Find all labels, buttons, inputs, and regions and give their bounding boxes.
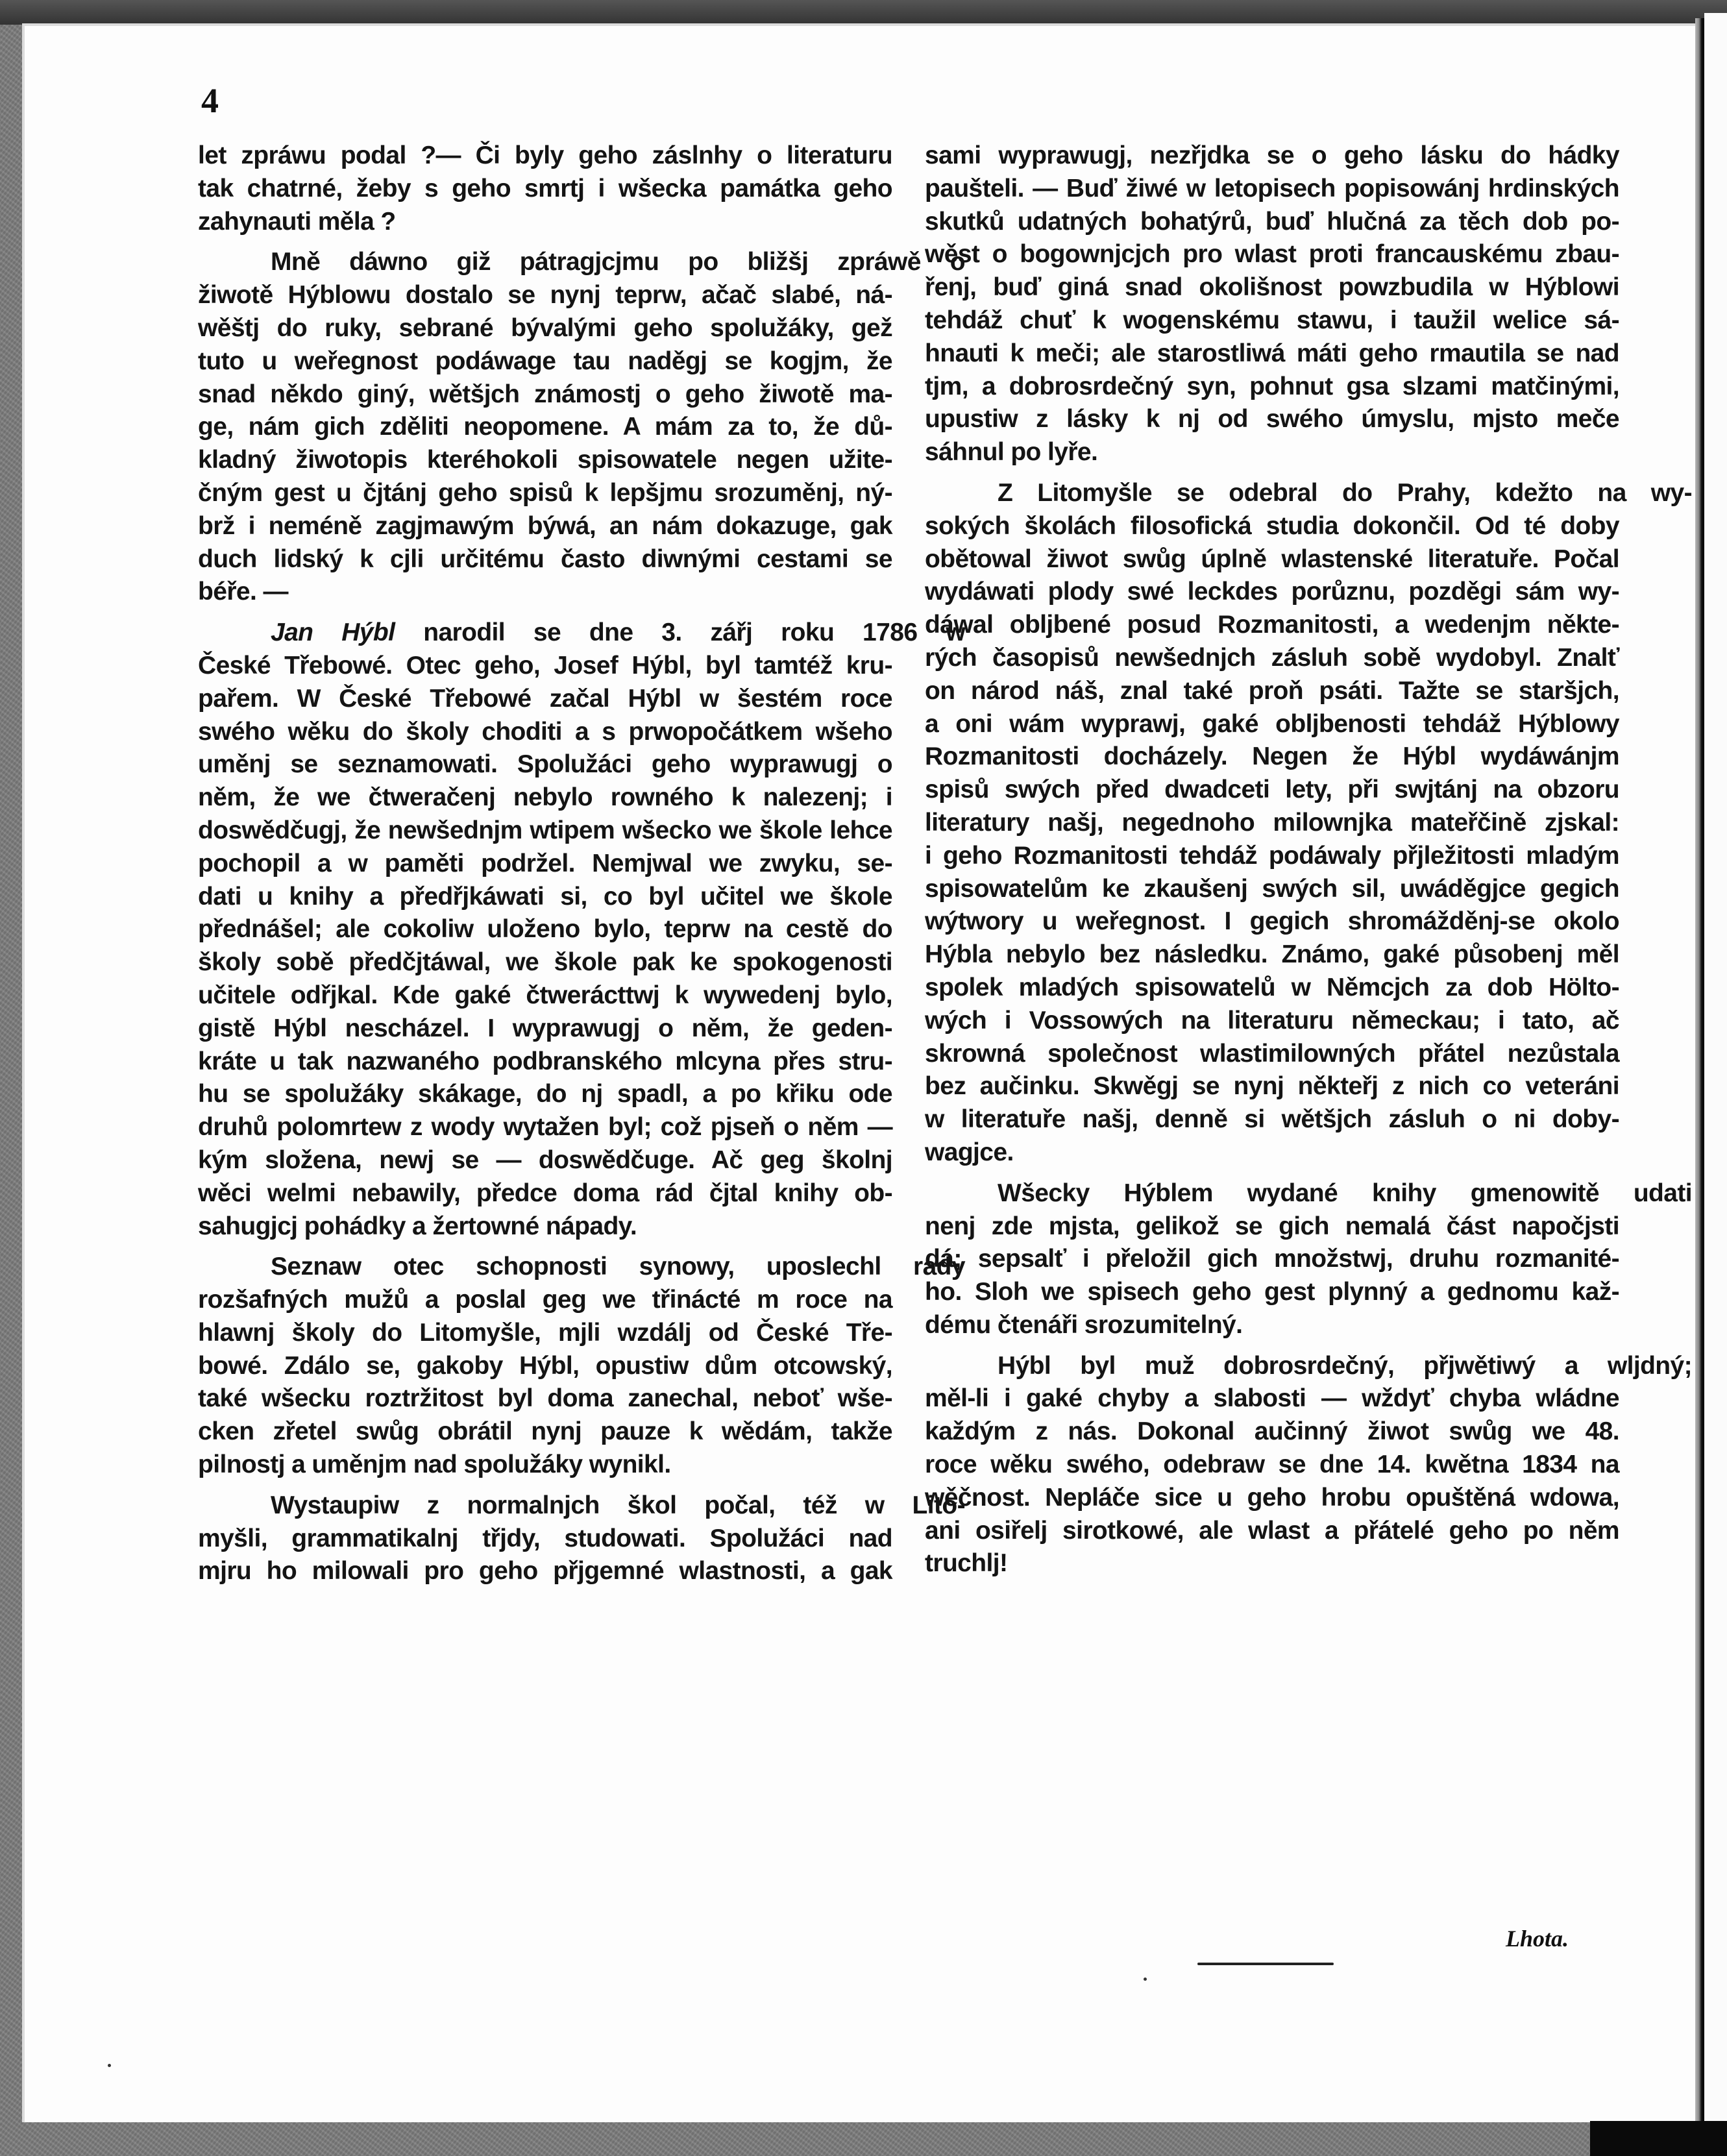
- text-line: dáwal obljbené posud Rozmanitosti, a wedenjm někte-: [925, 611, 1619, 639]
- text-line: duch lidský k cjli určitému často diwnými cestami se: [198, 545, 892, 573]
- text-line: ge, nám gich zděliti neopomene. A mám za to, že dů-: [198, 413, 892, 441]
- print-speck: [1144, 1978, 1147, 1981]
- text-line: ho. Sloh we spisech geho gest plynný a gednomu kaž-: [925, 1278, 1619, 1306]
- text-line: myšli, grammatikalnj třjdy, studowati. Spolužáci nad: [198, 1524, 892, 1552]
- text-line: kráte u tak nazwaného podbranského mlcyna přes stru-: [198, 1047, 892, 1075]
- text-line: swého wěku do školy choditi a s prwopočátkem wšeho: [198, 717, 892, 746]
- text-line: snad někdo giný, wětšjch známostj o geho žiwotě ma-: [198, 380, 892, 408]
- text-line: také wšecku roztržitost byl doma zanechal, neboť wše-: [198, 1384, 892, 1413]
- text-line: čným gest u čjtánj geho spisů k lepšjmu srozuměnj, ný-: [198, 478, 892, 507]
- text-line: wýtwory u weřegnost. I gegich shromážděnj-se okolo: [925, 907, 1619, 936]
- text-line: Z Litomyšle se odebral do Prahy, kdežto na wy-: [998, 478, 1692, 507]
- text-line: měl-li i gaké chyby a slabosti — wždyť chyba wládne: [925, 1384, 1619, 1413]
- text-line: tuto u weřegnost podáwage tau naděgj se kogjm, že: [198, 347, 892, 375]
- text-line: něm, že we čtweračenj nebylo rowného k nalezenj; i: [198, 783, 892, 812]
- text-line: truchlj!: [925, 1549, 1008, 1578]
- text-line: spisowatelům ke zkaušenj swých sil, uwáděgjce gegich: [925, 874, 1619, 903]
- scan-bottom-corner: [1590, 2121, 1727, 2156]
- text-line: nenj zde mjsta, gelikož se gich nemalá část napočjsti: [925, 1212, 1619, 1240]
- text-line: sahugjcj pohádky a žertowné nápady.: [198, 1212, 637, 1240]
- text-line: sáhnul po lyře.: [925, 438, 1098, 467]
- text-line: dému čtenáři srozumitelný.: [925, 1310, 1243, 1339]
- text-line: sokých školách filosofická studia dokončil. Od té doby: [925, 511, 1619, 540]
- print-speck: [108, 2064, 111, 2067]
- text-line: zahynauti měla ?: [198, 207, 396, 236]
- left-column: [198, 140, 965, 1588]
- text-line: mjru ho milowali pro geho přjgemné wlastnosti, a gak: [198, 1557, 892, 1586]
- text-line: každým z nás. Dokonal aučinný žiwot swůg we 48.: [925, 1417, 1619, 1446]
- text-line: školy sobě předčjtáwal, we škole pak ke spokogenosti: [198, 948, 892, 977]
- text-line: wěci welmi nebawily, předce doma rád čjtal knihy ob-: [198, 1179, 892, 1207]
- text-line: pochopil a w paměti podržel. Nemjwal we zwyku, se-: [198, 849, 892, 877]
- text-line: spolek mladých spisowatelů w Němcjch za dob Hölto-: [925, 973, 1619, 1001]
- text-line: gistě Hýbl nescházel. I wyprawugj o něm, že geden-: [198, 1014, 892, 1042]
- text-line: tehdáž chuť k wogenskému stawu, i taužil welice sá-: [925, 306, 1619, 334]
- text-line: brž i neméně zagjmawým býwá, an nám dokazuge, gak: [198, 511, 892, 540]
- text-line: a oni wám wyprawj, gaké obljbenosti tehdáž Hýblowy: [925, 709, 1619, 738]
- text-line: Rozmanitosti docházely. Negen že Hýbl wydáwánjm: [925, 742, 1619, 771]
- text-line: wěčnost. Nepláče sice u geho hrobu opuštěná wdowa,: [925, 1483, 1619, 1512]
- text-line: hlawnj školy do Litomyšle, mjli wzdálj od České Tře-: [198, 1318, 892, 1347]
- text-line: druhů polomrtew z wody wytažen byl; což pjseň o něm —: [198, 1113, 892, 1142]
- text-line: hnauti k meči; ale starostliwá máti geho rmautila se nad: [925, 339, 1619, 367]
- text-line: rozšafných mužů a poslal geg we třinácté m roce na: [198, 1286, 892, 1314]
- text-line: bez aučinku. Skwěgj se nynj někteřj z nich co veteráni: [925, 1072, 1619, 1101]
- text-line: tjm, a dobrosrdečný syn, pohnut gsa slzami matčinými,: [925, 372, 1619, 400]
- text-line: cken zřetel swůg obrátil nynj pauze k wědám, takže: [198, 1417, 892, 1446]
- text-line: ani osiřelj sirotkowé, ale wlast a přátelé geho po něm: [925, 1516, 1619, 1545]
- text-line: Wšecky Hýblem wydané knihy gmenowitě udati: [998, 1179, 1692, 1207]
- text-line: sami wyprawugj, nezřjdka se o geho lásku do hádky: [925, 141, 1619, 169]
- text-line: učitele odřjkal. Kde gaké čtwerácttwj k wywedenj bylo,: [198, 981, 892, 1009]
- text-line: doswědčugj, že newšednjm wtipem wšecko we škole lehce: [198, 816, 892, 844]
- text-line: wěst o bogownjcjch pro wlast proti francauskému zbau-: [925, 240, 1619, 269]
- text-line: Hýbl byl muž dobrosrdečný, přjwětiwý a wljdný;: [998, 1351, 1692, 1380]
- page-number: 4: [201, 81, 219, 120]
- text-line: řenj, buď giná snad okolišnost powzbudila w Hýblowi: [925, 273, 1619, 302]
- text-line: wydáwati plody swé leckdes porůznu, pozděgi sám wy-: [925, 578, 1619, 606]
- text-line: let zpráwu podal ?— Či byly geho záslnhy o literaturu: [198, 141, 892, 169]
- text-line: roce wěku swého, odebraw se dne 14. kwětna 1834 na: [925, 1451, 1619, 1479]
- text-line: i geho Rozmanitosti tehdáž podáwaly přjležitosti mladým: [925, 841, 1619, 870]
- text-line: kladný žiwotopis kteréhokoli spisowatele negen užite-: [198, 446, 892, 474]
- text-line: pařem. W České Třebowé začal Hýbl w šestém roce: [198, 684, 892, 713]
- text-line: Mně dáwno giž pátragjcjmu po bližšj zpráwě o: [271, 248, 965, 276]
- text-line: tak chatrné, žeby s geho smrtj i wšecka památka geho: [198, 174, 892, 202]
- text-line: literatury našj, negednoho milownjka mateřčině zjskal:: [925, 808, 1619, 837]
- text-line: wěštj do ruky, sebrané bývalými geho spolužáky, gež: [198, 313, 892, 342]
- text-line: béře. —: [198, 578, 288, 606]
- text-line: uměnj se seznamowati. Spolužáci geho wyprawugj o: [198, 750, 892, 779]
- person-name: Jan Hýbl: [271, 619, 395, 647]
- text-line: Jan Hýbl narodil se dne 3. zářj roku 1786 w: [271, 619, 965, 647]
- text-line: přednášel; ale cokoliw uloženo bylo, teprw na cestě do: [198, 915, 892, 944]
- text-line: paušteli. — Buď žiwé w letopisech popisowánj hrdinských: [925, 174, 1619, 202]
- author-signature: Lhota.: [1506, 1926, 1569, 1952]
- text-line: Seznaw otec schopnosti synowy, uposlechl rady: [271, 1253, 965, 1281]
- text-line: rých časopisů newšednjch zásluh sobě wydobyl. Znalť: [925, 643, 1619, 672]
- text-line: České Třebowé. Otec geho, Josef Hýbl, byl tamtéž kru-: [198, 651, 892, 680]
- text-line: žiwotě Hýblowu dostalo se nynj teprw, ačač slabé, ná-: [198, 281, 892, 310]
- text-line: Hýbla nebylo bez následku. Známo, gaké působenj měl: [925, 940, 1619, 969]
- text-line: pilnostj a uměnjm nad spolužáky wynikl.: [198, 1451, 671, 1479]
- text-line: obětowal žiwot swůg úplně wlastenské literatuře. Počal: [925, 545, 1619, 573]
- text-line: spisů swých před dwadceti lety, při swjtánj na obzoru: [925, 776, 1619, 804]
- text-line: kým složena, newj se — doswědčuge. Ač geg školnj: [198, 1145, 892, 1174]
- book-edge: [1695, 18, 1704, 2134]
- text-line: skrowná společnost wlastimilowných přátel nezůstala: [925, 1039, 1619, 1068]
- text-line: upustiw z lásky k nj od swého úmyslu, mjsto meče: [925, 405, 1619, 434]
- text-line: wých i Vossowých na literaturu německau; i tato, ač: [925, 1006, 1619, 1035]
- text-line: bowé. Zdálo se, gakoby Hýbl, opustiw dům otcowský,: [198, 1351, 892, 1380]
- text-line: hu se spolužáky skákage, do nj spadl, a po křiku ode: [198, 1080, 892, 1109]
- text-line: skutků udatných bohatýrů, buď hlučná za těch dob po-: [925, 207, 1619, 236]
- text-line: dati u knihy a předřjkáwati si, co byl učitel we škole: [198, 882, 892, 911]
- text-line: w literatuře našj, denně si wětšjch zásluh o ni doby-: [925, 1105, 1619, 1134]
- text-line: Wystaupiw z normalnjch škol počal, též w Lito-: [271, 1491, 965, 1519]
- right-column: [925, 140, 1692, 1580]
- scan-right-margin: [1704, 13, 1727, 2155]
- text-line: on národ náš, znal také proň psáti. Tažte se staršjch,: [925, 676, 1619, 705]
- scan-top-edge: [0, 0, 1727, 25]
- text-line: wagjce.: [925, 1138, 1014, 1166]
- text-line: dá; sepsalť i přeložil gich množstwj, druhu rozmanité-: [925, 1245, 1619, 1273]
- end-rule-divider: [1197, 1963, 1334, 1965]
